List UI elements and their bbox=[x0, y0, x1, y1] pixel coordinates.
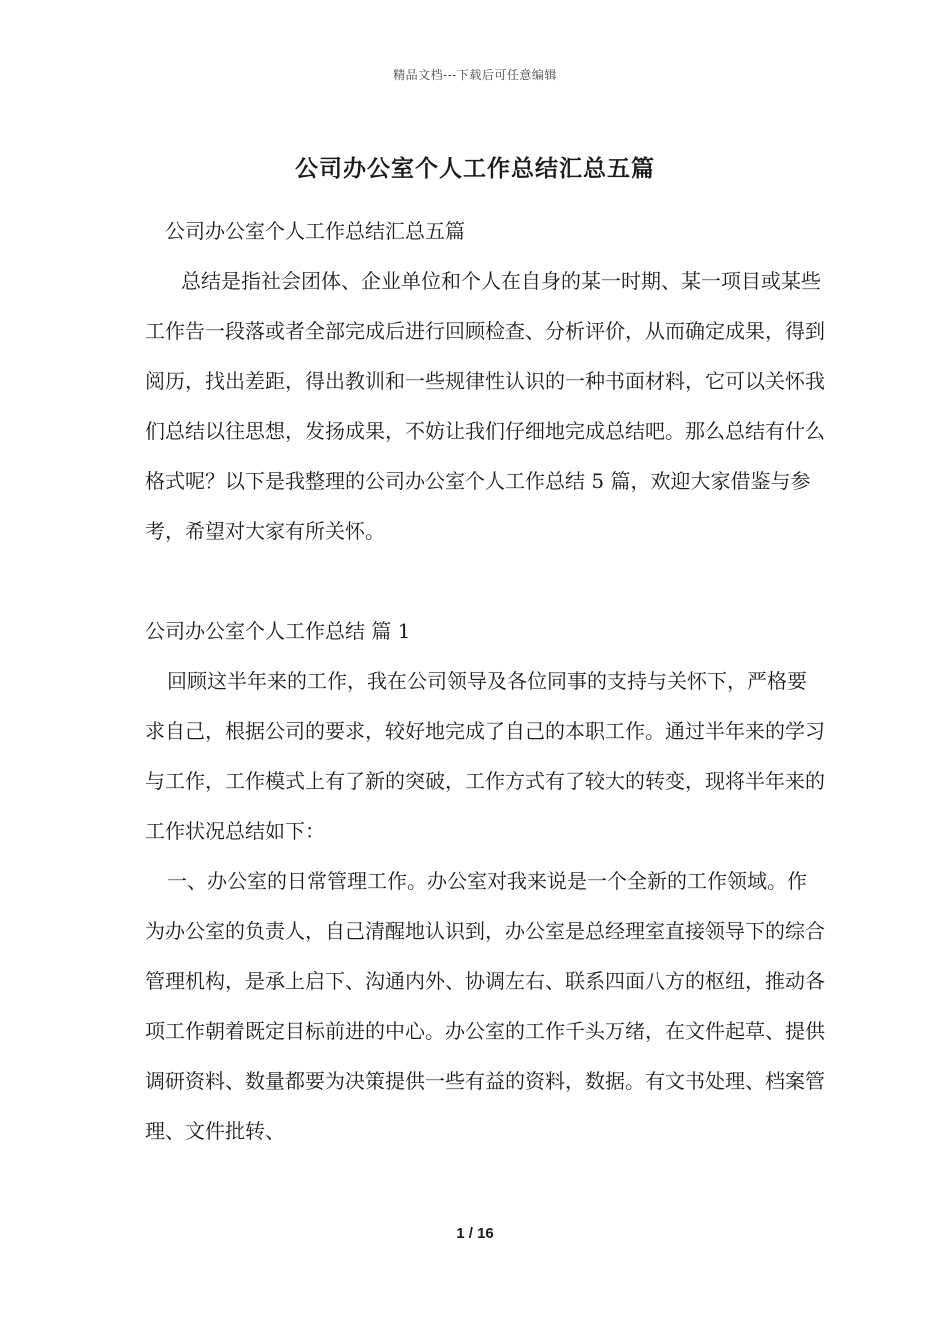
document-body bbox=[145, 206, 825, 1156]
page-header-note: 精品文档---下载后可任意编辑 bbox=[393, 68, 557, 82]
body-paragraph-2: 一、办公室的日常管理工作。办公室对我来说是一个全新的工作领域。作为办公室的负责人，自己清醒地认识到，办公室是总经理室直接领导下的综合管理机构，是承上启下、沟通内外、协调左右、联系四面八方的枢纽，推动各项工作朝着既定目标前进的中心。办公室的工作千头万绪，在文件起草、提供调研资料、数量都要为决策提供一些有益的资料，数据。有文书处理、档案管理、文件批转、 bbox=[145, 869, 825, 1143]
page-number: 1 / 16 bbox=[456, 1225, 494, 1242]
section-heading: 公司办公室个人工作总结 篇 1 bbox=[145, 619, 411, 643]
intro-paragraph: 总结是指社会团体、企业单位和个人在自身的某一时期、某一项目或某些工作告一段落或者全部完成后进行回顾检查、分析评价，从而确定成果，得到阅历，找出差距，得出教训和一些规律性认识的一种书面材料，它可以关怀我们总结以往思想，发扬成果，不妨让我们仔细地完成总结吧。那么总结有什么格式呢？以下是我整理的公司办公室个人工作总结 5 篇，欢迎大家借鉴与参考，希望对大家有所关怀。 bbox=[145, 269, 825, 543]
document-subtitle: 公司办公室个人工作总结汇总五篇 bbox=[165, 219, 465, 243]
paragraph-spacer bbox=[145, 556, 825, 606]
body-paragraph-1: 回顾这半年来的工作，我在公司领导及各位同事的支持与关怀下，严格要求自己，根据公司的要求，较好地完成了自己的本职工作。通过半年来的学习与工作，工作模式上有了新的突破，工作方式有了较大的转变，现将半年来的工作状况总结如下： bbox=[145, 669, 825, 843]
document-title: 公司办公室个人工作总结汇总五篇 bbox=[295, 155, 655, 182]
